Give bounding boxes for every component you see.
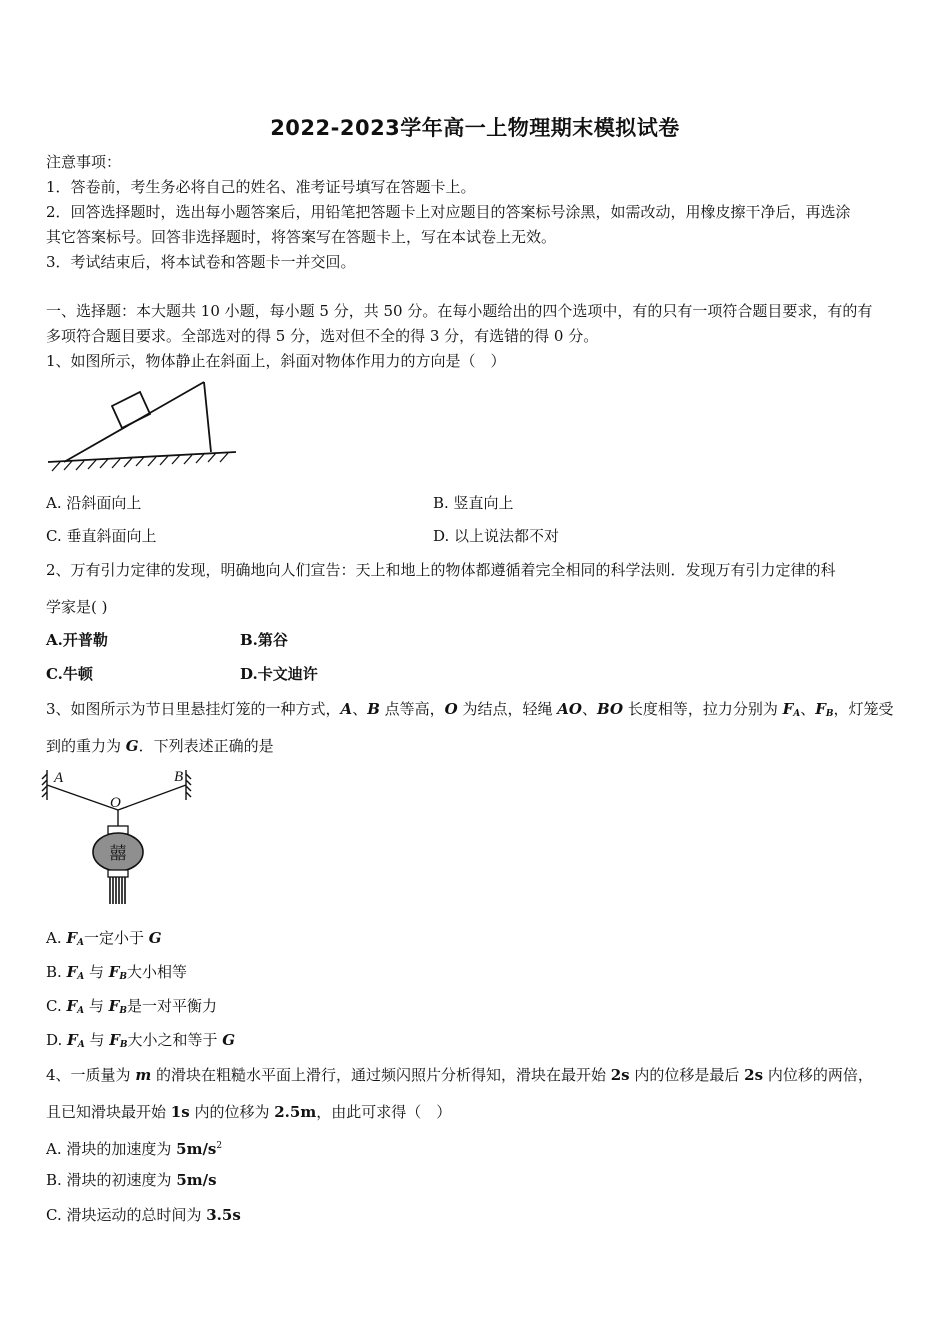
point-b-label: B bbox=[174, 769, 184, 785]
q2-option-a: A.开普勒 bbox=[46, 631, 108, 649]
q1-stem: 1、如图所示，物体静止在斜面上，斜面对物体作用力的方向是（ ） bbox=[46, 352, 506, 370]
q2-option-c: C.牛顿 bbox=[46, 665, 93, 683]
q3-option-d: D. $F_A$ 与 $F_B$大小之和等于 G bbox=[46, 1031, 236, 1050]
notice-heading: 注意事项： bbox=[46, 153, 122, 171]
notice-item-1: 1．答卷前，考生务必将自己的姓名、准考证号填写在答题卡上。 bbox=[46, 178, 476, 196]
q3-option-a: A. $F_A$一定小于 G bbox=[46, 929, 162, 948]
notice-item-3: 3．考试结束后，将本试卷和答题卡一并交回。 bbox=[46, 253, 356, 271]
point-a-label: A bbox=[54, 770, 64, 786]
lantern-figure bbox=[40, 764, 200, 906]
q4-option-b: B. 滑块的初速度为 5m/s bbox=[46, 1171, 217, 1189]
q2-option-b: B.第谷 bbox=[240, 631, 288, 649]
q3-option-b: B. $F_A$ 与 $F_B$大小相等 bbox=[46, 963, 188, 982]
point-o-label: O bbox=[110, 795, 121, 811]
incline-figure bbox=[44, 378, 240, 472]
q1-option-a: A. 沿斜面向上 bbox=[46, 494, 142, 512]
q3-option-c: C. $F_A$ 与 $F_B$是一对平衡力 bbox=[46, 997, 217, 1016]
lantern-character: 囍 bbox=[109, 844, 127, 864]
notice-item-2b: 其它答案标号。回答非选择题时，将答案写在答题卡上，写在本试卷上无效。 bbox=[46, 228, 557, 246]
q4-option-c: C. 滑块运动的总时间为 3.5s bbox=[46, 1206, 241, 1224]
q4-stem-a: 4、一质量为 m 的滑块在粗糙水平面上滑行，通过频闪照片分析得知，滑块在最开始 2s 内的位移是最后 2s 内位移的两倍， bbox=[46, 1066, 873, 1084]
q1-option-d: D. 以上说法都不对 bbox=[433, 527, 560, 545]
notice-item-2a: 2．回答选择题时，选出每小题答案后，用铅笔把答题卡上对应题目的答案标号涂黑，如需改动，用橡皮擦干净后，再选涂 bbox=[46, 203, 851, 221]
q3-stem-a: 3、如图所示为节日里悬挂灯笼的一种方式，A、B 点等高，O 为结点，轻绳 AO、BO 长度相等，拉力分别为 $F_A$、$F_B$，灯笼受 bbox=[46, 700, 894, 719]
page-title: 2022-2023学年高一上物理期末模拟试卷 bbox=[270, 116, 680, 140]
q2-option-d: D.卡文迪许 bbox=[240, 665, 318, 683]
section-heading-a: 一、选择题：本大题共 10 小题，每小题 5 分，共 50 分。在每小题给出的四个选项中，有的只有一项符合题目要求，有的有 bbox=[46, 302, 873, 320]
q4-stem-b: 且已知滑块最开始 1s 内的位移为 2.5m，由此可求得（ ） bbox=[46, 1103, 452, 1121]
q1-option-c: C. 垂直斜面向上 bbox=[46, 527, 157, 545]
q2-stem-b: 学家是( ) bbox=[46, 598, 108, 616]
q2-stem-a: 2、万有引力定律的发现，明确地向人们宣告：天上和地上的物体都遵循着完全相同的科学法则．发现万有引力定律的科 bbox=[46, 561, 836, 579]
section-heading-b: 多项符合题目要求。全部选对的得 5 分，选对但不全的得 3 分，有选错的得 0 分。 bbox=[46, 327, 599, 345]
q1-option-b: B. 竖直向上 bbox=[433, 494, 514, 512]
q4-option-a: A. 滑块的加速度为 $5m/s^2$ bbox=[46, 1140, 223, 1158]
q3-stem-b: 到的重力为 G．下列表述正确的是 bbox=[46, 737, 274, 755]
